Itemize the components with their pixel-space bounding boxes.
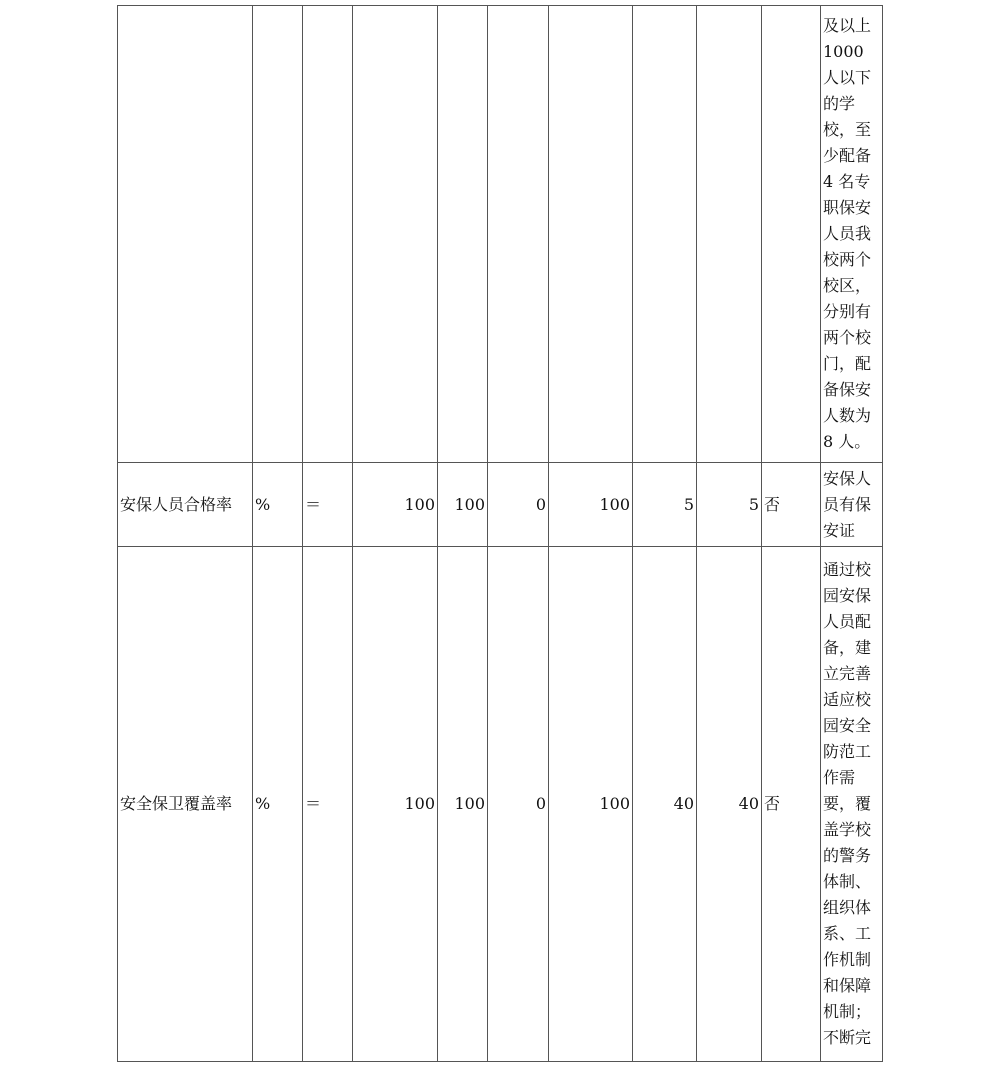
table-row (118, 6, 883, 463)
target-cell: 100 (353, 463, 438, 547)
remark-line: 备，建 (823, 638, 872, 657)
remark-line: 通过校 (823, 560, 872, 579)
remark-line: 门，配 (823, 354, 872, 373)
indicator-cell: 安保人员合格率 (118, 463, 253, 547)
performance-table (117, 5, 883, 1062)
remark-line: 的学 (823, 94, 856, 113)
score-cell: 40 (633, 547, 697, 1062)
remark-line: 立完善 (823, 664, 872, 683)
actual-cell: 100 (438, 547, 488, 1062)
remark-line: 体制、 (823, 872, 872, 891)
indicator-cell: 安全保卫覆盖率 (118, 547, 253, 1062)
table-row (118, 547, 883, 1062)
remark-line: 人数为 (823, 406, 872, 425)
score-cell (633, 6, 697, 463)
remark-line: 人员我 (823, 224, 872, 243)
remark-line: 盖学校 (823, 820, 872, 839)
over-flag-cell (762, 6, 821, 463)
remark-cell (821, 547, 883, 1062)
remark-line: 人员配 (823, 612, 872, 631)
remark-cell (821, 6, 883, 463)
target-cell (353, 6, 438, 463)
table-row (118, 463, 883, 547)
indicator-cell (118, 6, 253, 463)
final-score-cell: 5 (697, 463, 762, 547)
remark-line: 校两个 (823, 250, 872, 269)
deviation-cell: 0 (488, 463, 549, 547)
remark-line: 机制； (823, 1002, 872, 1021)
remark-line: 安保人 (823, 468, 872, 488)
remark-line: 组织体 (823, 898, 872, 917)
weight-cell: 100 (549, 547, 633, 1062)
actual-cell (438, 6, 488, 463)
remark-line: 安证 (823, 520, 856, 540)
remark-line: 少配备 (823, 146, 872, 165)
remark-line: 4 名专 (823, 172, 871, 191)
unit-cell: % (253, 547, 303, 1062)
remark-line: 要，覆 (823, 794, 872, 813)
remark-line: 适应校 (823, 690, 872, 709)
remark-line: 校区， (823, 276, 872, 295)
remark-line: 系、工 (823, 924, 872, 943)
actual-cell: 100 (438, 463, 488, 547)
unit-cell: % (253, 463, 303, 547)
remark-line: 校，至 (823, 120, 872, 139)
over-flag-cell: 否 (762, 547, 821, 1062)
remark-line: 职保安 (823, 198, 872, 217)
operator-cell: ＝ (303, 547, 353, 1062)
remark-line: 两个校 (823, 328, 872, 347)
remark-line: 分别有 (823, 302, 872, 321)
remark-cell (821, 463, 883, 547)
operator-cell: ＝ (303, 463, 353, 547)
remark-line: 园安全 (823, 716, 872, 735)
remark-line: 和保障 (823, 976, 872, 995)
remark-line: 作需 (823, 768, 856, 787)
operator-cell (303, 6, 353, 463)
unit-cell (253, 6, 303, 463)
final-score-cell: 40 (697, 547, 762, 1062)
remark-line: 备保安 (823, 380, 872, 399)
remark-line: 园安保 (823, 586, 872, 605)
weight-cell: 100 (549, 463, 633, 547)
score-cell: 5 (633, 463, 697, 547)
remark-line: 及以上 (823, 16, 872, 35)
remark-line: 的警务 (823, 846, 872, 865)
remark-line: 8 人。 (823, 432, 871, 451)
remark-line: 防范工 (823, 742, 872, 761)
weight-cell (549, 6, 633, 463)
deviation-cell (488, 6, 549, 463)
remark-line: 人以下 (823, 68, 872, 87)
remark-line: 1000 (823, 42, 864, 61)
remark-line: 员有保 (823, 494, 872, 514)
remark-line: 作机制 (823, 950, 872, 969)
deviation-cell: 0 (488, 547, 549, 1062)
remark-line: 不断完 (823, 1028, 872, 1047)
target-cell: 100 (353, 547, 438, 1062)
over-flag-cell: 否 (762, 463, 821, 547)
final-score-cell (697, 6, 762, 463)
